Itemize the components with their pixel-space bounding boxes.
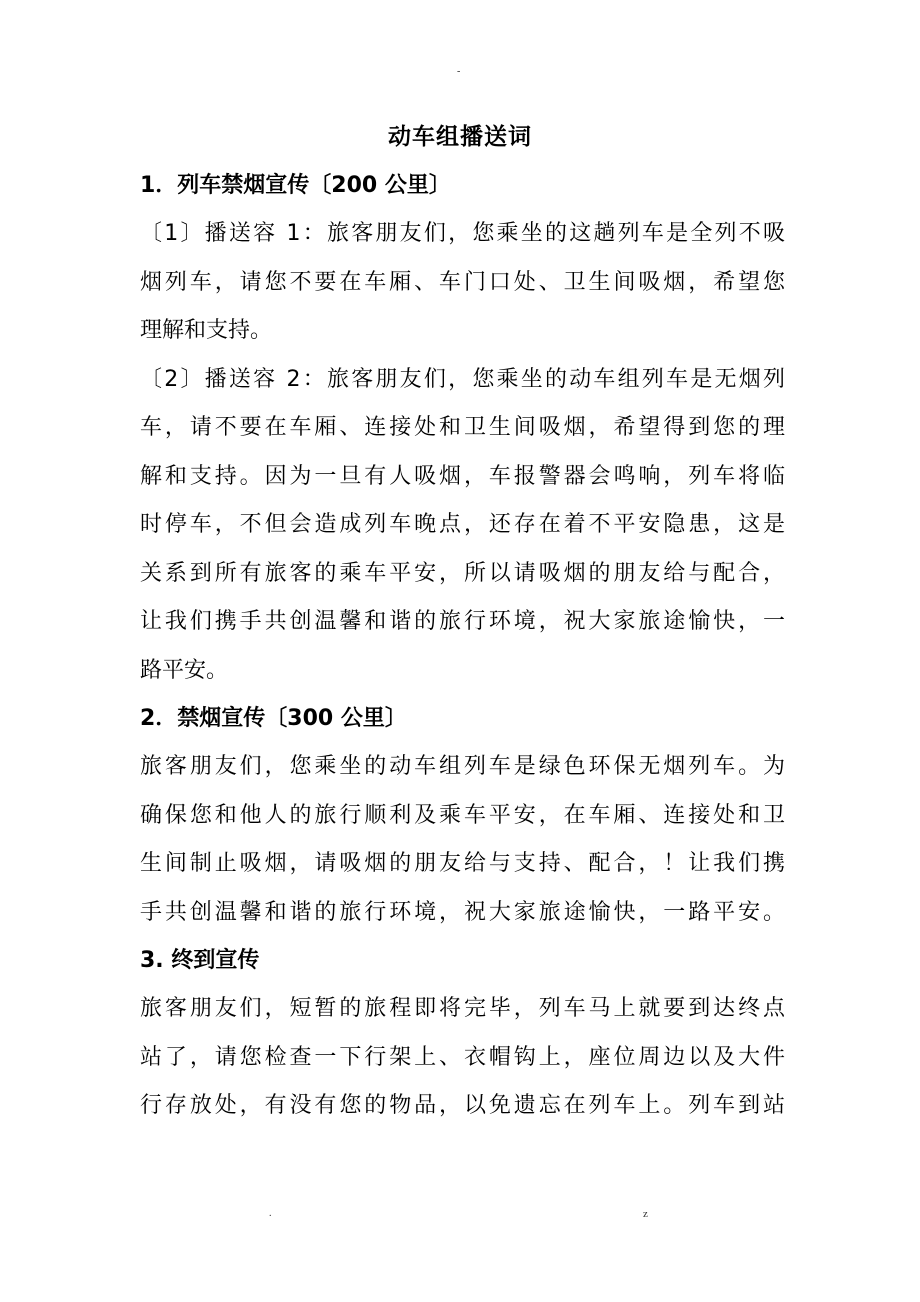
document-body xyxy=(140,162,785,1131)
text-line: 旅客朋友们，短暂的旅程即将完毕，列车马上就要到达终点 xyxy=(140,996,785,1021)
page-header-mark: - xyxy=(457,66,461,77)
section-2-paragraph-1 xyxy=(140,743,785,937)
text-line: 烟列车，请您不要在车厢、车门口处、卫生间吸烟，希望您 xyxy=(140,269,785,295)
section-heading-2: 2．禁烟宣传〔300 公里〕 xyxy=(140,706,407,731)
text-line: 手共创温馨和谐的旅行环境，祝大家旅途愉快，一路平安。 xyxy=(140,899,785,925)
text-line: 解和支持。因为一旦有人吸烟，车报警器会鸣响，列车将临 xyxy=(140,463,785,489)
text-line: 让我们携手共创温馨和谐的旅行环境，祝大家旅途愉快，一 xyxy=(140,609,785,634)
text-line: 〔2〕播送容 2：旅客朋友们，您乘坐的动车组列车是无烟列 xyxy=(140,366,785,392)
document-title: 动车组播送词 xyxy=(388,124,532,150)
text-line: 车，请不要在车厢、连接处和卫生间吸烟，希望得到您的理 xyxy=(140,415,785,440)
text-line: 理解和支持。 xyxy=(140,318,273,343)
page-footer-left-mark: . xyxy=(269,1208,272,1219)
text-line: 生间制止吸烟，请吸烟的朋友给与支持、配合，！让我们携 xyxy=(140,851,785,876)
text-line: 站了，请您检查一下行架上、衣帽钩上，座位周边以及大件 xyxy=(140,1044,785,1070)
section-3-paragraph-1 xyxy=(140,985,785,1131)
text-line: 路平安。 xyxy=(140,657,229,683)
section-1-paragraph-1 xyxy=(140,210,785,356)
text-line: 确保您和他人的旅行顺利及乘车平安，在车厢、连接处和卫 xyxy=(140,802,785,828)
text-line: 〔1〕播送容 1：旅客朋友们，您乘坐的这趟列车是全列不吸 xyxy=(140,221,785,246)
text-line: 旅客朋友们，您乘坐的动车组列车是绿色环保无烟列车。为 xyxy=(140,754,785,779)
section-heading-3: 3. 终到宣传 xyxy=(140,948,260,973)
section-heading-1: 1．列车禁烟宣传〔200 公里〕 xyxy=(140,173,451,198)
text-line: 行存放处，有没有您的物品，以免遗忘在列车上。列车到站 xyxy=(140,1093,785,1118)
text-line: 时停车，不但会造成列车晚点，还存在着不平安隐患，这是 xyxy=(140,512,785,537)
section-1-paragraph-2 xyxy=(140,356,785,696)
page-footer-right-mark: z xyxy=(643,1208,648,1220)
text-line: 关系到所有旅客的乘车平安，所以请吸烟的朋友给与配合， xyxy=(140,560,785,586)
